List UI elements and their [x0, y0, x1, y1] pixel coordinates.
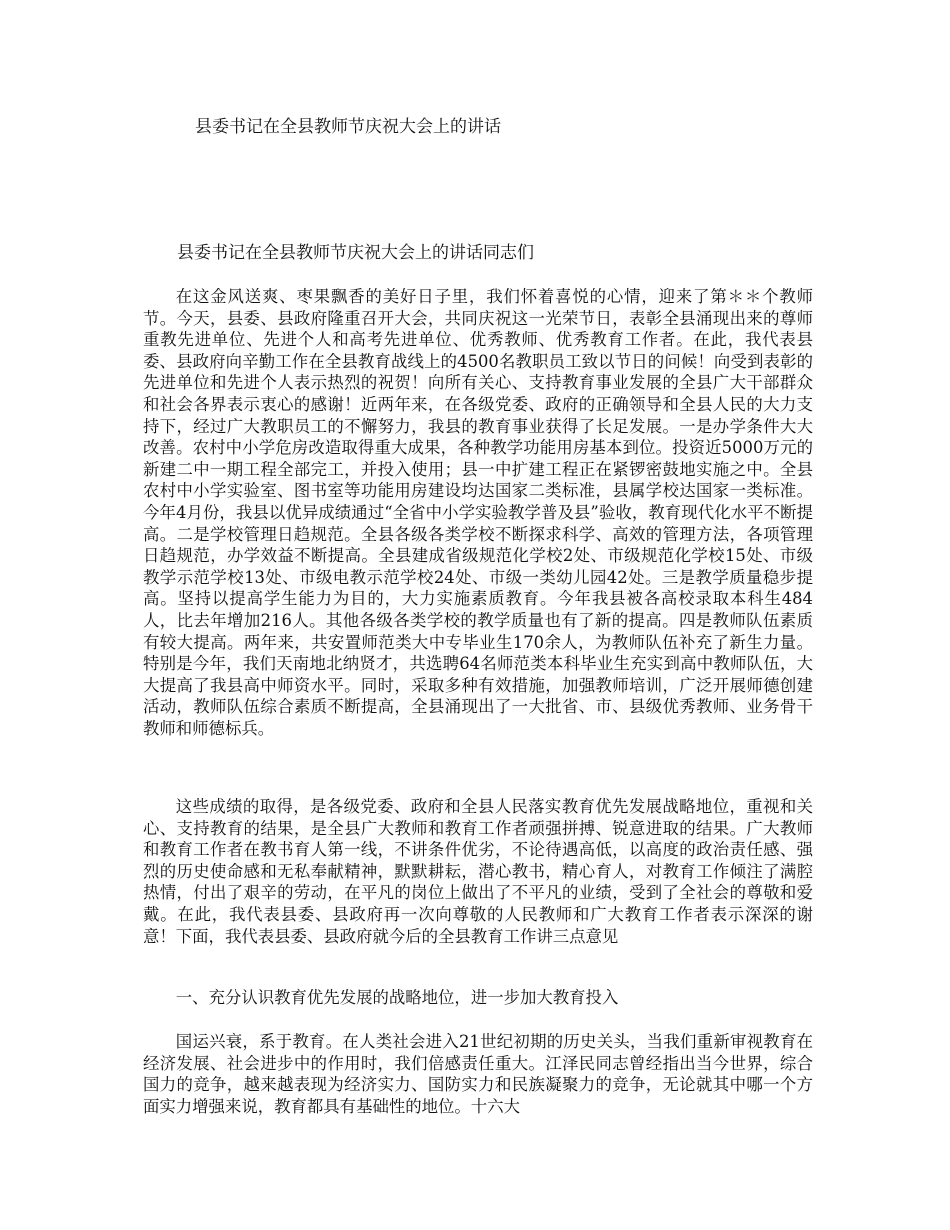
section-heading-1: 一、充分认识教育优先发展的战略地位，进一步加大教育投入: [175, 988, 619, 1007]
paragraph-1: 在这金风送爽、枣果飘香的美好日子里，我们怀着喜悦的心情，迎来了第＊＊个教师节。今天，县委、县政府隆重召开大会，共同庆祝这一光荣节日，表彰全县涌现出来的尊师重教先进单位、先进个人和高考先进单位、优秀教师、优秀教育工作者。在此，我代表县委、县政府向辛勤工作在全县教育战线上的4500名教职员工致以节日的问候！向受到表彰的先进单位和先进个人表示热烈的祝贺！向所有关心、支持教育事业发展的全县广大干部群众和社会各界表示衷心的感谢！近两年来，在各级党委、政府的正确领导和全县人民的大力支持下，经过广大教职员工的不懈努力，我县的教育事业获得了长足发展。一是办学条件大大改善。农村中小学危房改造取得重大成果，各种教学功能用房基本到位。投资近5000万元的新建二中一期工程全部完工，并投入使用；县一中扩建工程正在紧锣密鼓地实施之中。全县农村中小学实验室、图书室等功能用房建设均达国家二类标准，县属学校达国家一类标准。今年4月份，我县以优异成绩通过“全省中小学实验教学普及县”验收，教育现代化水平不断提高。二是学校管理日趋规范。全县各级各类学校不断探求科学、高效的管理方法，各项管理日趋规范，办学效益不断提高。全县建成省级规范化学校2处、市级规范化学校15处、市级教学示范学校13处、市级电教示范学校24处、市级一类幼儿园42处。三是教学质量稳步提高。坚持以提高学生能力为目的，大力实施素质教育。今年我县被各高校录取本科生484人，比去年增加216人。其他各级各类学校的教学质量也有了新的提高。四是教师队伍素质有较大提高。两年来，共安置师范类大中专毕业生170余人，为教师队伍补充了新生力量。特别是今年，我们天南地北纳贤才，共选聘64名师范类本科毕业生充实到高中教师队伍，大大提高了我县高中师资水平。同时，采取多种有效措施，加强教师培训，广泛开展师德创建活动，教师队伍综合素质不断提高，全县涌现出了一大批省、市、县级优秀教师、业务骨干教师和师德标兵。: [143, 287, 813, 738]
document-subtitle: 县委书记在全县教师节庆祝大会上的讲话同志们: [177, 243, 534, 263]
paragraph-3: 国运兴衰，系于教育。在人类社会进入21世纪初期的历史关头，当我们重新审视教育在经济发展、社会进步中的作用时，我们倍感责任重大。江泽民同志曾经指出当今世界，综合国力的竞争，越来越表现为经济实力、国防实力和民族凝聚力的竞争，无论就其中哪一个方面实力增强来说，教育都具有基础性的地位。十六大: [143, 1032, 813, 1116]
paragraph-2: 这些成绩的取得，是各级党委、政府和全县人民落实教育优先发展战略地位，重视和关心、支持教育的结果，是全县广大教师和教育工作者顽强拼搏、锐意进取的结果。广大教师和教育工作者在教书育人第一线，不讲条件优劣，不论待遇高低，以高度的政治责任感、强烈的历史使命感和无私奉献精神，默默耕耘，潜心教书，精心育人，对教育工作倾注了满腔热情，付出了艰辛的劳动，在平凡的岗位上做出了不平凡的业绩，受到了全社会的尊敬和爱戴。在此，我代表县委、县政府再一次向尊敬的人民教师和广大教育工作者表示深深的谢意！下面，我代表县委、县政府就今后的全县教育工作讲三点意见: [143, 797, 813, 946]
document-title: 县委书记在全县教师节庆祝大会上的讲话: [195, 117, 501, 137]
